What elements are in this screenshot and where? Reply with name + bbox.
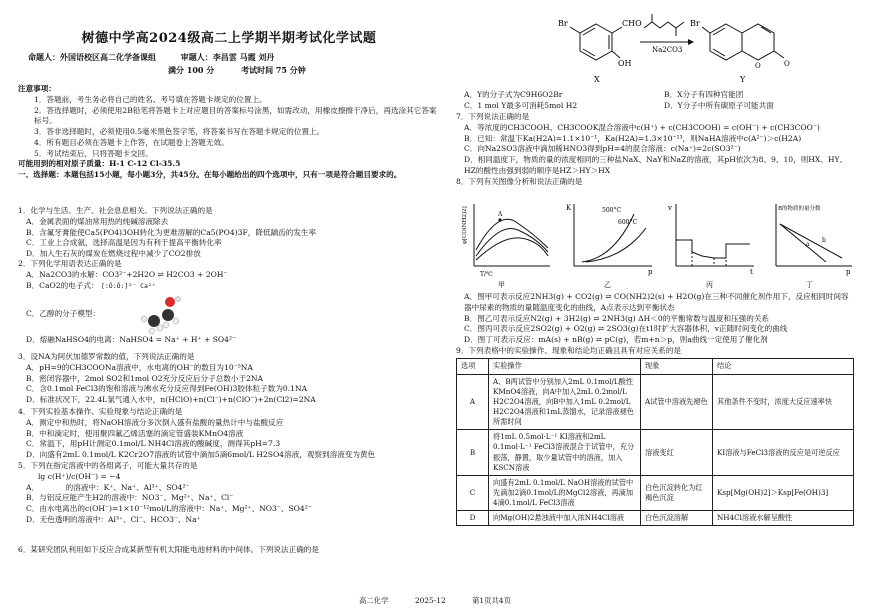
table-row [457, 375, 854, 430]
ding-y-label: B的物质的量分数 [778, 206, 821, 212]
graph-label-yi: 乙 [604, 281, 611, 289]
col-header-conclusion: 结论 [713, 359, 854, 375]
exam-time: 考试时间 75 分钟 [241, 65, 306, 75]
ding-curve-a: a [806, 241, 810, 248]
bing-x-label: t [750, 268, 753, 276]
graph-label-ding: 丁 [806, 281, 813, 289]
anhydride-icon [644, 14, 684, 36]
cell-operation: 将1mL 0.5mol·L⁻¹ KI溶液和2mL 0.1mol·L⁻¹ FeCl3溶液混合于试管中，充分振荡，静置，取少量试管中的溶液，加入KSCN溶液 [489, 430, 641, 475]
arrow-head-icon [688, 39, 694, 45]
notes [18, 84, 440, 181]
yi-y-label: K [566, 204, 572, 212]
footer-page: 第1页共4页 [472, 596, 511, 605]
option-b: B．图乙可表示反应N2(g) + 3H2(g) ⇌ 2NH3(g) ΔH＜0的平衡常数与温度和压强的关系 [464, 313, 770, 323]
exam-score-time [168, 65, 330, 76]
molecule-y [702, 24, 784, 60]
y-label: Y [740, 75, 746, 84]
question-7 [456, 112, 854, 187]
option-a: A．pH=9的CH3COONa溶液中，水电离的OH⁻的数目为10⁻⁵NA [26, 362, 253, 372]
question-stem: 1．化学与生活、生产、社会息息相关。下列说法正确的是 [18, 206, 213, 215]
question-6-stem [18, 545, 440, 556]
ding-curve-b: b [822, 237, 826, 244]
option-b: B．中和滴定时，使用聚四氟乙烯活塞的滴定管盛装KMnO4溶液 [26, 428, 244, 438]
option-c: C．常温下，用pH计测定0.1mol/L NH4Cl溶液的酸碱度，测得其pH=7.3 [26, 439, 281, 449]
footer-subject: 高二化学 [359, 596, 389, 605]
cell-conclusion: 其他条件不变时，浓度大反应速率快 [713, 375, 854, 430]
yi-curve-600: 600°C [618, 219, 638, 226]
section-one-heading: 一、选择题：本题包括15小题，每小题3分，共45分。在每小题给出的四个选项中，只有一项是符合题目要求的。 [18, 170, 402, 180]
cell-conclusion: KI溶液与FeCl3溶液的反应是可逆反应 [713, 430, 854, 475]
note-item: 4．所有题目必须在答题卡上作答，在试题卷上答题无效。 [34, 137, 229, 147]
cell-operation: A、B两试管中分别加入2mL 0.1mol/L酸性KMnO4溶液，向A中加入2mL 0.2mol/L H2C2O4溶液，向B中加入1mL 0.2mol/L H2C2O4溶液和1mL蒸馏水，记录溶液褪色所需时间 [489, 375, 641, 430]
cell-conclusion: Ksp[Mg(OH)2]＞Ksp[Fe(OH)3] [713, 475, 854, 510]
option-a: A．金属表面的煤油常用热的纯碱溶液除去 [26, 216, 169, 226]
cell-phenomenon: A试管中溶液先褪色 [641, 375, 713, 430]
yi-curve-500: 500°C [602, 207, 622, 214]
option-a: A．Y的分子式为C9H6O2Br [464, 90, 563, 99]
table-header-row [457, 359, 854, 375]
br-label-y: Br [690, 19, 700, 28]
option-d: D．熔融NaHSO4的电离：NaHSO4 = Na⁺ + H⁺ + SO4²⁻ [26, 334, 237, 344]
option-d: D．Y分子中所有碳原子可能共面 [664, 100, 774, 110]
cell-option: C [457, 475, 489, 510]
q9-table [456, 358, 854, 526]
option-d: D．向盛有2mL 0.1mol/L K2Cr2O7溶液的试管中滴加5滴6mol/L H2SO4溶液，观察到溶液变为黄色 [26, 450, 376, 460]
table-row [457, 475, 854, 510]
note-item: 1．答题前，考生务必将自己的姓名、考号填在答题卡规定的位置上。 [34, 94, 267, 104]
cell-option: D [457, 510, 489, 525]
cell-operation: 向Mg(OH)2悬浊液中加入浓NH4Cl溶液 [489, 510, 641, 525]
option-c: C．由水电离出的c(OH⁻)=1×10⁻¹²mol/L的溶液中：Na⁺、Mg²⁺、NO3⁻、SO4²⁻ [26, 504, 312, 514]
option-b: B．X分子有四种官能团 [664, 90, 744, 99]
page-footer [0, 596, 870, 607]
option-a: A． 的溶液中：K⁺、Na⁺、Al³⁺、SO4²⁻ [26, 482, 190, 492]
option-b [18, 281, 440, 295]
ding-x-label: p [846, 268, 851, 276]
question-stem: 3．设NA为阿伏加德罗常数的值，下列说法正确的是 [18, 352, 195, 361]
lg-expression: lg c(H⁺)/c(OH⁻) = −4 [38, 471, 121, 481]
question-2 [18, 259, 440, 345]
graph-yi [564, 200, 656, 290]
cell-phenomenon: 白色沉淀溶解 [641, 510, 713, 525]
option-c-text: C．乙醇的分子模型： [26, 308, 101, 318]
option-d: D．标准状况下，22.4L氯气通入水中，n(HClO)+n(Cl⁻)+n(ClO⁻)+2n(Cl2)=2NA [26, 395, 316, 405]
option-a: A．图甲可表示反应2NH3(g) + CO2(g) ⇌ CO(NH2)2(s) + H2O(g)在三种不同催化剂作用下，反应相同时间容器中尿素的物质的量随温度变化的曲线，A点表示达到平衡状态 [464, 292, 849, 312]
question-3 [18, 352, 440, 406]
graph-label-bing: 丙 [706, 281, 713, 289]
option-d: D．无色透明的溶液中：Al³⁺、Cl⁻、HCO3⁻、Na⁺ [26, 514, 201, 524]
br-label: Br [558, 19, 568, 28]
cell-conclusion: NH4Cl溶液水解呈酸性 [713, 510, 854, 525]
svg-text:A: A [498, 211, 503, 218]
option-c: C．工业上合成氨，选择高温是因为有利于提高平衡转化率 [26, 238, 222, 248]
question-stem-8: 8．下列有关图像分析和说法正确的是 [456, 176, 583, 186]
q6-row-2 [456, 101, 854, 112]
full-score: 满分 100 分 [168, 65, 215, 75]
graph-ding [766, 200, 854, 290]
question-6-options [456, 90, 854, 112]
cao2-electron-formula: [:Ö:Ö:]²⁻ Ca²⁺ [100, 281, 156, 290]
notes-heading: 注意事项： [18, 84, 56, 93]
option-c: C．向Na2SO3溶液中滴加稀HNO3得到pH=4的混合溶液：c(Na⁺)=2c(SO3²⁻) [464, 144, 741, 154]
question-stem: 7．下列说法正确的是 [456, 112, 530, 121]
question-8-options [456, 292, 854, 357]
proposer: 命题人：外国语校区高二化学备课组 [28, 52, 156, 62]
graph-bing [666, 200, 758, 290]
cell-operation: 向盛有2mL 0.1mol/L NaOH溶液的试管中先滴加2滴0.1mol/L的MgCl2溶液，再滴加4滴0.1mol/L FeCl3溶液 [489, 475, 641, 510]
cell-option: A [457, 375, 489, 430]
graph-jia [460, 200, 552, 290]
question-stem-9: 9．下列表格中的实验操作、现象和结论均正确且具有对应关系的是 [456, 345, 682, 355]
question-5 [18, 461, 440, 526]
option-b: B．密闭容器中，2mol SO2和1mol O2充分反应后分子总数小于2NA [26, 373, 264, 383]
option-c [18, 295, 440, 335]
option-a: A．测定中和热时，将NaOH溶液分多次倒入盛有盐酸的量热计中与盐酸反应 [26, 417, 284, 427]
option-d: D．图丁可表示反应：mA(s) + nB(g) ⇌ pC(g)，若m+n＞p，则a曲线一定使用了催化剂 [464, 335, 768, 345]
cell-option: B [457, 430, 489, 475]
option-d: D．加入生石灰的煤炭在燃烧过程中减少了CO2排放 [26, 249, 201, 259]
option-d: D．相同温度下，物质的量的浓度相同的三种盐NaX、NaY和NaZ的溶液，其pH依次为8、9、10，则HX、HY、HZ的酸性由强到弱的顺序是HZ＞HY＞HX [464, 155, 848, 175]
carbonyl-oxygen-label: O [784, 60, 790, 68]
cell-phenomenon: 白色沉淀转化为红褐色沉淀 [641, 475, 713, 510]
graph-label-jia: 甲 [498, 281, 505, 289]
q6-row-1 [456, 90, 854, 101]
option-c: C．图丙可表示反应2SO2(g) + O2(g) ⇌ 2SO3(g)在t1时扩大容器体积，v正随时间变化的曲线 [464, 324, 788, 334]
col-header-option: 选项 [457, 359, 489, 375]
question-stem: 2．下列化学用语表达正确的是 [18, 259, 122, 268]
col-header-phenomenon: 现象 [641, 359, 713, 375]
table-row [457, 430, 854, 475]
option-b: B．含氟牙膏能使Ca5(PO4)3OH转化为更难溶解的Ca5(PO4)3F，降低龋齿的发生率 [26, 227, 317, 237]
reviewer: 审题人：李昌雲 马霞 刘丹 [180, 52, 275, 62]
question-stem: 6．某研究团队利用如下反应合成某新型有机太阳能电池材料的中间体。下列说法正确的是 [18, 545, 319, 554]
exam-credits [28, 52, 438, 63]
option-a: A．Na2CO3的水解：CO3²⁻+2H2O ⇌ H2CO3 + 2OH⁻ [26, 269, 228, 279]
jia-y-label: φ[CO(NH2)2] [462, 206, 468, 244]
cell-phenomenon: 溶液变红 [641, 430, 713, 475]
reagent-label: Na2CO3 [652, 46, 683, 54]
x-label: X [594, 75, 600, 84]
col-header-operation: 实验操作 [489, 359, 641, 375]
option-b: B．与铝反应能产生H2的溶液中：NO3⁻、Mg²⁺、Na⁺、Cl⁻ [26, 493, 234, 503]
q8-graphs [460, 200, 854, 290]
atomic-masses: 可能用到的相对原子质量：H-1 C-12 Cl-35.5 [18, 159, 181, 169]
table-row [457, 510, 854, 525]
question-4 [18, 407, 440, 461]
note-item: 2．答选择题时，必须使用2B铅笔将答题卡上对应题目的答案标号涂黑，如需改动，用橡皮擦擦干净后，再选涂其它答案标号。 [34, 105, 437, 126]
question-stem: 4．下列实验基本操作、实验现象与结论正确的是 [18, 407, 183, 416]
option-c: C．含0.1mol FeCl3的饱和溶液与沸水充分反应得到Fe(OH)3胶体粒子数为0.1NA [26, 384, 308, 394]
option-a: A．等浓度的CH3COOH、CH3COOK混合溶液中c(H⁺) + c(CH3COOH) = c(OH⁻) + c(CH3COO⁻) [464, 122, 820, 132]
jia-x-label: T/℃ [480, 271, 493, 278]
option-b-text: B．CaO2的电子式： [26, 280, 99, 290]
reaction-scheme [556, 6, 806, 88]
question-stem: 5．下列在指定溶液中的各组离子，可能大量共存的是 [18, 461, 198, 470]
note-item: 5．考试结束后，只将答题卡交回。 [34, 148, 153, 158]
oh-label: OH [618, 59, 632, 68]
note-item: 3．答非选择题时，必须使用0.5毫米黑色签字笔，将答案书写在答题卡规定的位置上。 [34, 127, 325, 137]
ring-oxygen-label: O [755, 62, 761, 70]
option-c: C．1 mol Y最多可消耗5mol H2 [464, 100, 578, 110]
page-title: 树德中学高2024级高二上学期半期考试化学试题 [81, 31, 377, 46]
option-b: B．已知：常温下Ka(H2A)=1.1×10⁻¹，Ka(H2A)=1.3×10⁻¹³，则NaHA溶液中c(A²⁻)＞c(H2A) [464, 133, 802, 143]
cho-label: CHO [622, 19, 642, 28]
footer-date: 2025-12 [414, 596, 446, 605]
yi-x-label: p [648, 268, 653, 276]
molecule-x [570, 24, 622, 60]
bing-y-label: v [668, 204, 672, 212]
question-1 [18, 206, 440, 260]
ethanol-model-icon [138, 295, 186, 335]
